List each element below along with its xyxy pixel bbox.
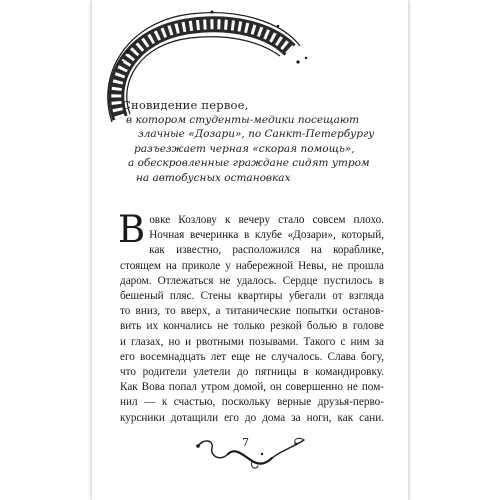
- body-line: овке Козлову к вечеру стало совсем плохо.: [149, 214, 384, 226]
- body-line: бешеный пляс. Стены квартиры убегали от взгляда: [120, 290, 384, 303]
- vine-flourish-icon: [192, 432, 312, 472]
- body-line: что родители улетели до пятницы в командировку.: [120, 366, 384, 379]
- body-text: [118, 208, 384, 426]
- chapter-title: Сновидение первое,: [122, 98, 249, 112]
- chapter-subtitle-line: на автобусных остановках: [136, 171, 291, 184]
- page-number: 7: [242, 436, 249, 449]
- drop-cap: В: [118, 208, 146, 251]
- book-page: [92, 0, 408, 500]
- chapter-heading: [122, 98, 402, 185]
- body-line: Как Вова попал утром домой, он совершенно не пом-: [120, 381, 384, 394]
- chapter-subtitle-line: злачные «Дозари», по Санкт-Петербургу: [138, 128, 375, 140]
- body-line: вить их кончались не только резкой болью в голове: [120, 320, 384, 333]
- body-line: Ночная вечеринка в клубе «Дозари», который,: [149, 229, 384, 242]
- body-line: как известно, расположился на кораблике,: [149, 244, 384, 257]
- body-line: стоящем на приколе у набережной Невы, не прошла: [120, 259, 384, 272]
- body-line: то вниз, то вверх, а титанические попытки останов-: [120, 305, 384, 318]
- chapter-subtitle-line: в котором студенты-медики посещают: [126, 113, 360, 126]
- body-line: и глазах, но и рвотными позывами. Такого с ним за: [120, 335, 384, 348]
- body-line: курсники дотащили его до дома за ноги, как сани.: [120, 411, 384, 424]
- chapter-subtitle-line: разъезжает черная «скорая помощь»,: [134, 142, 355, 155]
- body-line: нил — к счастью, поскольку верные друзья-перво-: [120, 396, 384, 409]
- chapter-subtitle-line: а обескровленные граждане сидят утром: [128, 157, 370, 169]
- body-line: его восемнадцать лет еще не случалось. Слава богу,: [120, 350, 384, 363]
- body-line: даром. Отлежаться не удалось. Сердце пустилось в: [120, 274, 384, 287]
